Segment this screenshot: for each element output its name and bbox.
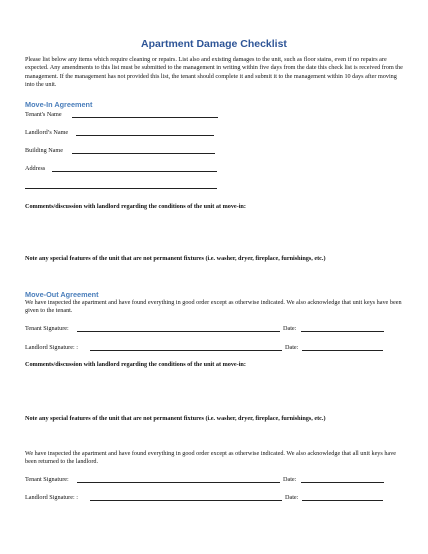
address-label: Address (25, 165, 46, 172)
date-field-4[interactable] (302, 500, 383, 501)
date-field-2[interactable] (302, 350, 383, 351)
address-field[interactable] (52, 171, 217, 172)
landlord-signature-field-1[interactable] (90, 350, 282, 351)
landlord-signature-field-2[interactable] (90, 500, 282, 501)
tenant-signature-label-2: Tenant Signature: (25, 476, 69, 483)
date-label-4: Date: (285, 494, 299, 501)
move-out-features-label: Note any special features of the unit that are not permanent fixtures (i.e. washer, dryer, fireplace, furnishings, etc.) (25, 415, 326, 422)
landlord-name-field[interactable] (76, 135, 214, 136)
building-name-label: Building Name (25, 147, 63, 154)
landlord-signature-label-1: Landlord Signature: : (25, 344, 78, 351)
move-out-heading: Move-Out Agreement (25, 290, 99, 299)
move-in-features-label: Note any special features of the unit that are not permanent fixtures (i.e. washer, dryer, fireplace, furnishings, etc.) (25, 255, 326, 262)
tenant-signature-field-1[interactable] (77, 331, 280, 332)
document-title: Apartment Damage Checklist (141, 38, 287, 50)
date-label-2: Date: (285, 344, 299, 351)
tenant-signature-field-2[interactable] (77, 482, 280, 483)
tenant-name-field[interactable] (72, 117, 218, 118)
building-name-field[interactable] (72, 153, 215, 154)
landlord-signature-label-2: Landlord Signature: : (25, 494, 78, 501)
landlord-name-label: Landlord’s Name (25, 129, 69, 136)
tenant-signature-label-1: Tenant Signature: (25, 325, 69, 332)
move-out-statement-2: We have inspected the apartment and have found everything in good order except as otherwise indicated. We also acknowledge that all unit keys have been returned to the landlord. (25, 450, 397, 466)
move-in-comments-label: Comments/discussion with landlord regarding the conditions of the unit at move-in: (25, 203, 246, 210)
address-line-2-field[interactable] (25, 188, 217, 189)
date-label-1: Date: (283, 325, 297, 332)
date-field-3[interactable] (301, 482, 384, 483)
date-field-1[interactable] (301, 331, 384, 332)
move-in-heading: Move-In Agreement (25, 100, 93, 109)
intro-paragraph: Please list below any items which require cleaning or repairs. List also and existing damages to the unit, such as floor stains, even if no repairs are expected. Any amendments to this list must be submitted to the management in writing within five days from the date this check list is received from the management. If the management has not provided this list, the tenant should complete it and submit it to the management within 10 days after moving into the unit. (25, 56, 403, 89)
move-out-comments-label: Comments/discussion with landlord regarding the conditions of the unit at move-in: (25, 361, 246, 368)
tenant-name-label: Tenant's Name (25, 111, 62, 118)
date-label-3: Date: (283, 476, 297, 483)
move-out-statement-1: We have inspected the apartment and have found everything in good order except as otherwise indicated. We also acknowledge that unit keys have been given to the tenant. (25, 299, 402, 315)
